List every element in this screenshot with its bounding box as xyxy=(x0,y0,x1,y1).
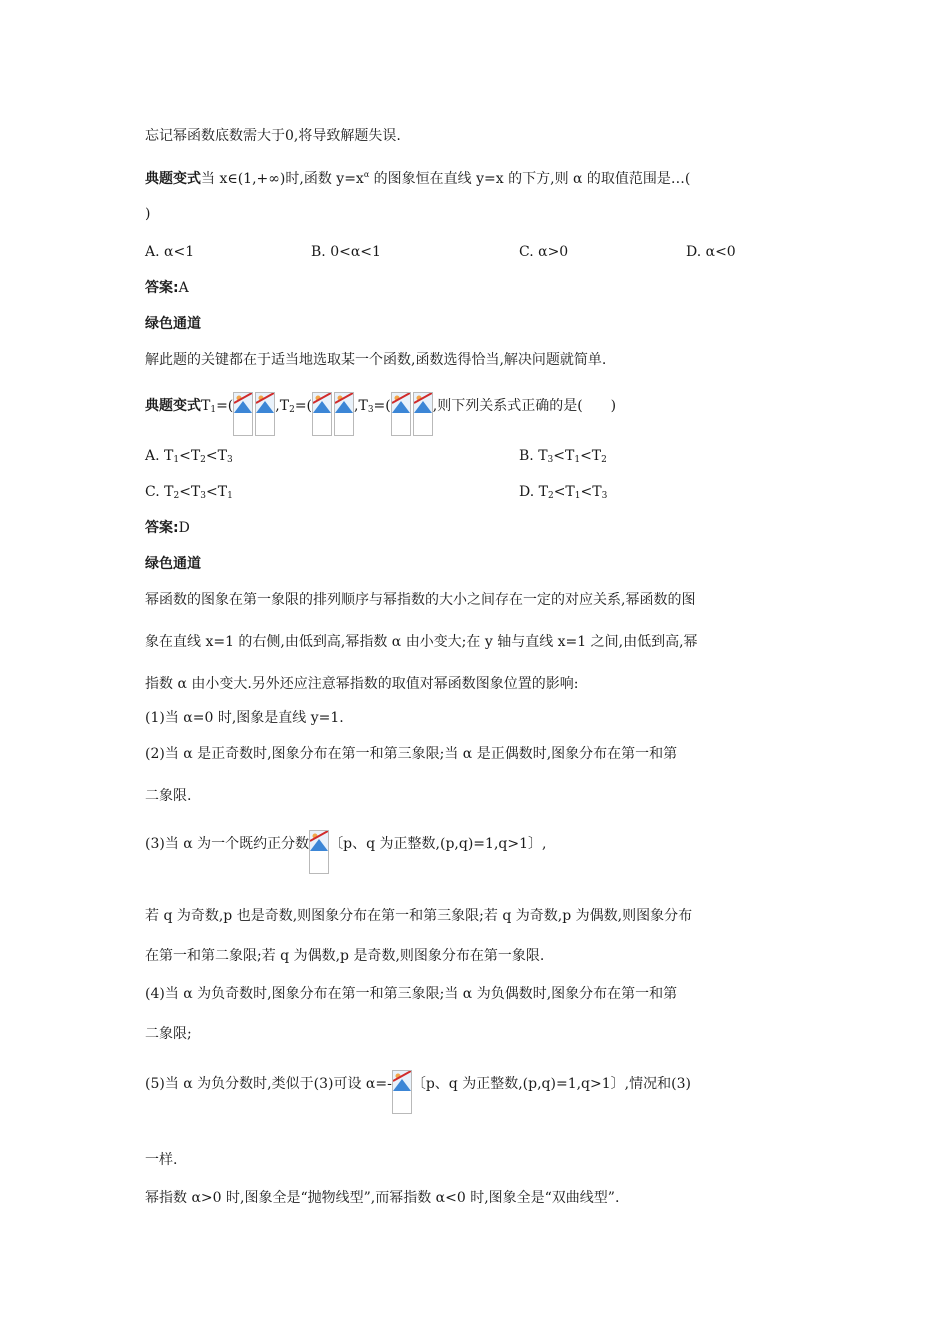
q1-option-d: D. α<0 xyxy=(686,244,736,260)
case-2-line1: (2)当 α 是正奇数时,图象分布在第一和第三象限;当 α 是正偶数时,图象分布在第一和第 xyxy=(145,746,678,762)
q1-answer-label: 答案: xyxy=(145,280,179,296)
q2-t1: T xyxy=(201,398,211,414)
q2-option-c: C. $T_2<T_3<T_1$ xyxy=(145,484,233,501)
case-2-line2: 二象限. xyxy=(145,788,192,804)
broken-image-icon xyxy=(334,392,354,436)
q2-eq1: =( xyxy=(216,398,234,414)
q2-t2-sub: 2 xyxy=(289,405,295,415)
q1-label: 典题变式 xyxy=(145,171,201,187)
q2-eq3: =( xyxy=(373,398,391,414)
case-3-line3: 在第一和第二象限;若 q 为偶数,p 是奇数,则图象分布在第一象限. xyxy=(145,948,545,964)
q2-t3-sub: 3 xyxy=(367,405,374,415)
q2-option-a: A. $T_1<T_2<T_3$ xyxy=(145,448,233,465)
case-3-line2: 若 q 为奇数,p 也是奇数,则图象分布在第一和第三象限;若 q 为奇数,p 为偶数,则图象分布 xyxy=(145,908,693,924)
q2-stem xyxy=(145,396,616,436)
q2-t1-sub: 1 xyxy=(210,405,217,415)
q2-answer-value: D xyxy=(178,520,190,536)
q2-label: 典题变式 xyxy=(145,398,201,414)
q2-green-label: 绿色通道 xyxy=(145,556,201,572)
q1-text2: 的图象恒在直线 y=x 的下方,则 α 的取值范围是…( xyxy=(369,171,691,187)
case-3-text-a: (3)当 α 为一个既约正分数 xyxy=(145,836,310,852)
q1-answer xyxy=(145,278,189,298)
intro-text: 忘记幂函数底数需大于0,将导致解题失误. xyxy=(145,128,401,144)
body-p1: 幂函数的图象在第一象限的排列顺序与幂指数的大小之间存在一定的对应关系,幂函数的图 xyxy=(145,592,696,608)
q1-close-paren: ) xyxy=(145,206,151,222)
q1-option-c: C. α>0 xyxy=(519,244,569,260)
case-5-line1 xyxy=(145,1074,691,1114)
q1-answer-value: A xyxy=(178,280,189,296)
summary-line: 幂指数 α>0 时,图象全是“抛物线型”,而幂指数 α<0 时,图象全是“双曲线型”. xyxy=(145,1190,620,1206)
q1-option-b: B. 0<α<1 xyxy=(311,244,381,260)
broken-image-icon xyxy=(312,392,332,436)
broken-image-icon xyxy=(255,392,275,436)
broken-image-icon xyxy=(309,830,329,874)
q1-green-label: 绿色通道 xyxy=(145,316,201,332)
q2-answer xyxy=(145,518,190,538)
case-5-line2: 一样. xyxy=(145,1152,178,1168)
q2-comma1: ,T xyxy=(275,398,290,414)
q1-exponent: α xyxy=(363,170,370,179)
q2-eq2: =( xyxy=(294,398,313,414)
broken-image-icon xyxy=(391,392,411,436)
case-3-text-b: 〔p、q 为正整数,(p,q)=1,q>1〕, xyxy=(329,836,547,852)
case-5-text-a: (5)当 α 为负分数时,类似于(3)可设 α=- xyxy=(145,1076,392,1092)
case-4-line2: 二象限; xyxy=(145,1026,192,1042)
case-1: (1)当 α=0 时,图象是直线 y=1. xyxy=(145,710,344,726)
q2-option-d: D. $T_2<T_1<T_3$ xyxy=(519,484,608,501)
q1-text: 当 x∈(1,+∞)时,函数 y=x xyxy=(201,171,364,187)
broken-image-icon xyxy=(413,392,433,436)
case-4-line1: (4)当 α 为负奇数时,图象分布在第一和第三象限;当 α 为负偶数时,图象分布在第一和第 xyxy=(145,986,678,1002)
q1-green-text: 解此题的关键都在于适当地选取某一个函数,函数选得恰当,解决问题就简单. xyxy=(145,352,607,368)
broken-image-icon xyxy=(233,392,253,436)
body-p2: 象在直线 x=1 的右侧,由低到高,幂指数 α 由小变大;在 y 轴与直线 x=1 之间,由低到高,幂 xyxy=(145,634,698,650)
case-3-line1 xyxy=(145,834,546,874)
q2-option-b: B. $T_3<T_1<T_2$ xyxy=(519,448,607,465)
body-p3: 指数 α 由小变大.另外还应注意幂指数的取值对幂函数图象位置的影响: xyxy=(145,676,579,692)
q2-comma2: ,T xyxy=(354,398,368,414)
broken-image-icon xyxy=(392,1070,412,1114)
case-5-text-b: 〔p、q 为正整数,(p,q)=1,q>1〕,情况和(3) xyxy=(411,1076,691,1092)
q1-stem xyxy=(145,165,690,189)
q2-tail: ,则下列关系式正确的是( ) xyxy=(432,398,617,414)
q1-option-a: A. α<1 xyxy=(145,244,195,260)
q2-answer-label: 答案: xyxy=(145,520,179,536)
